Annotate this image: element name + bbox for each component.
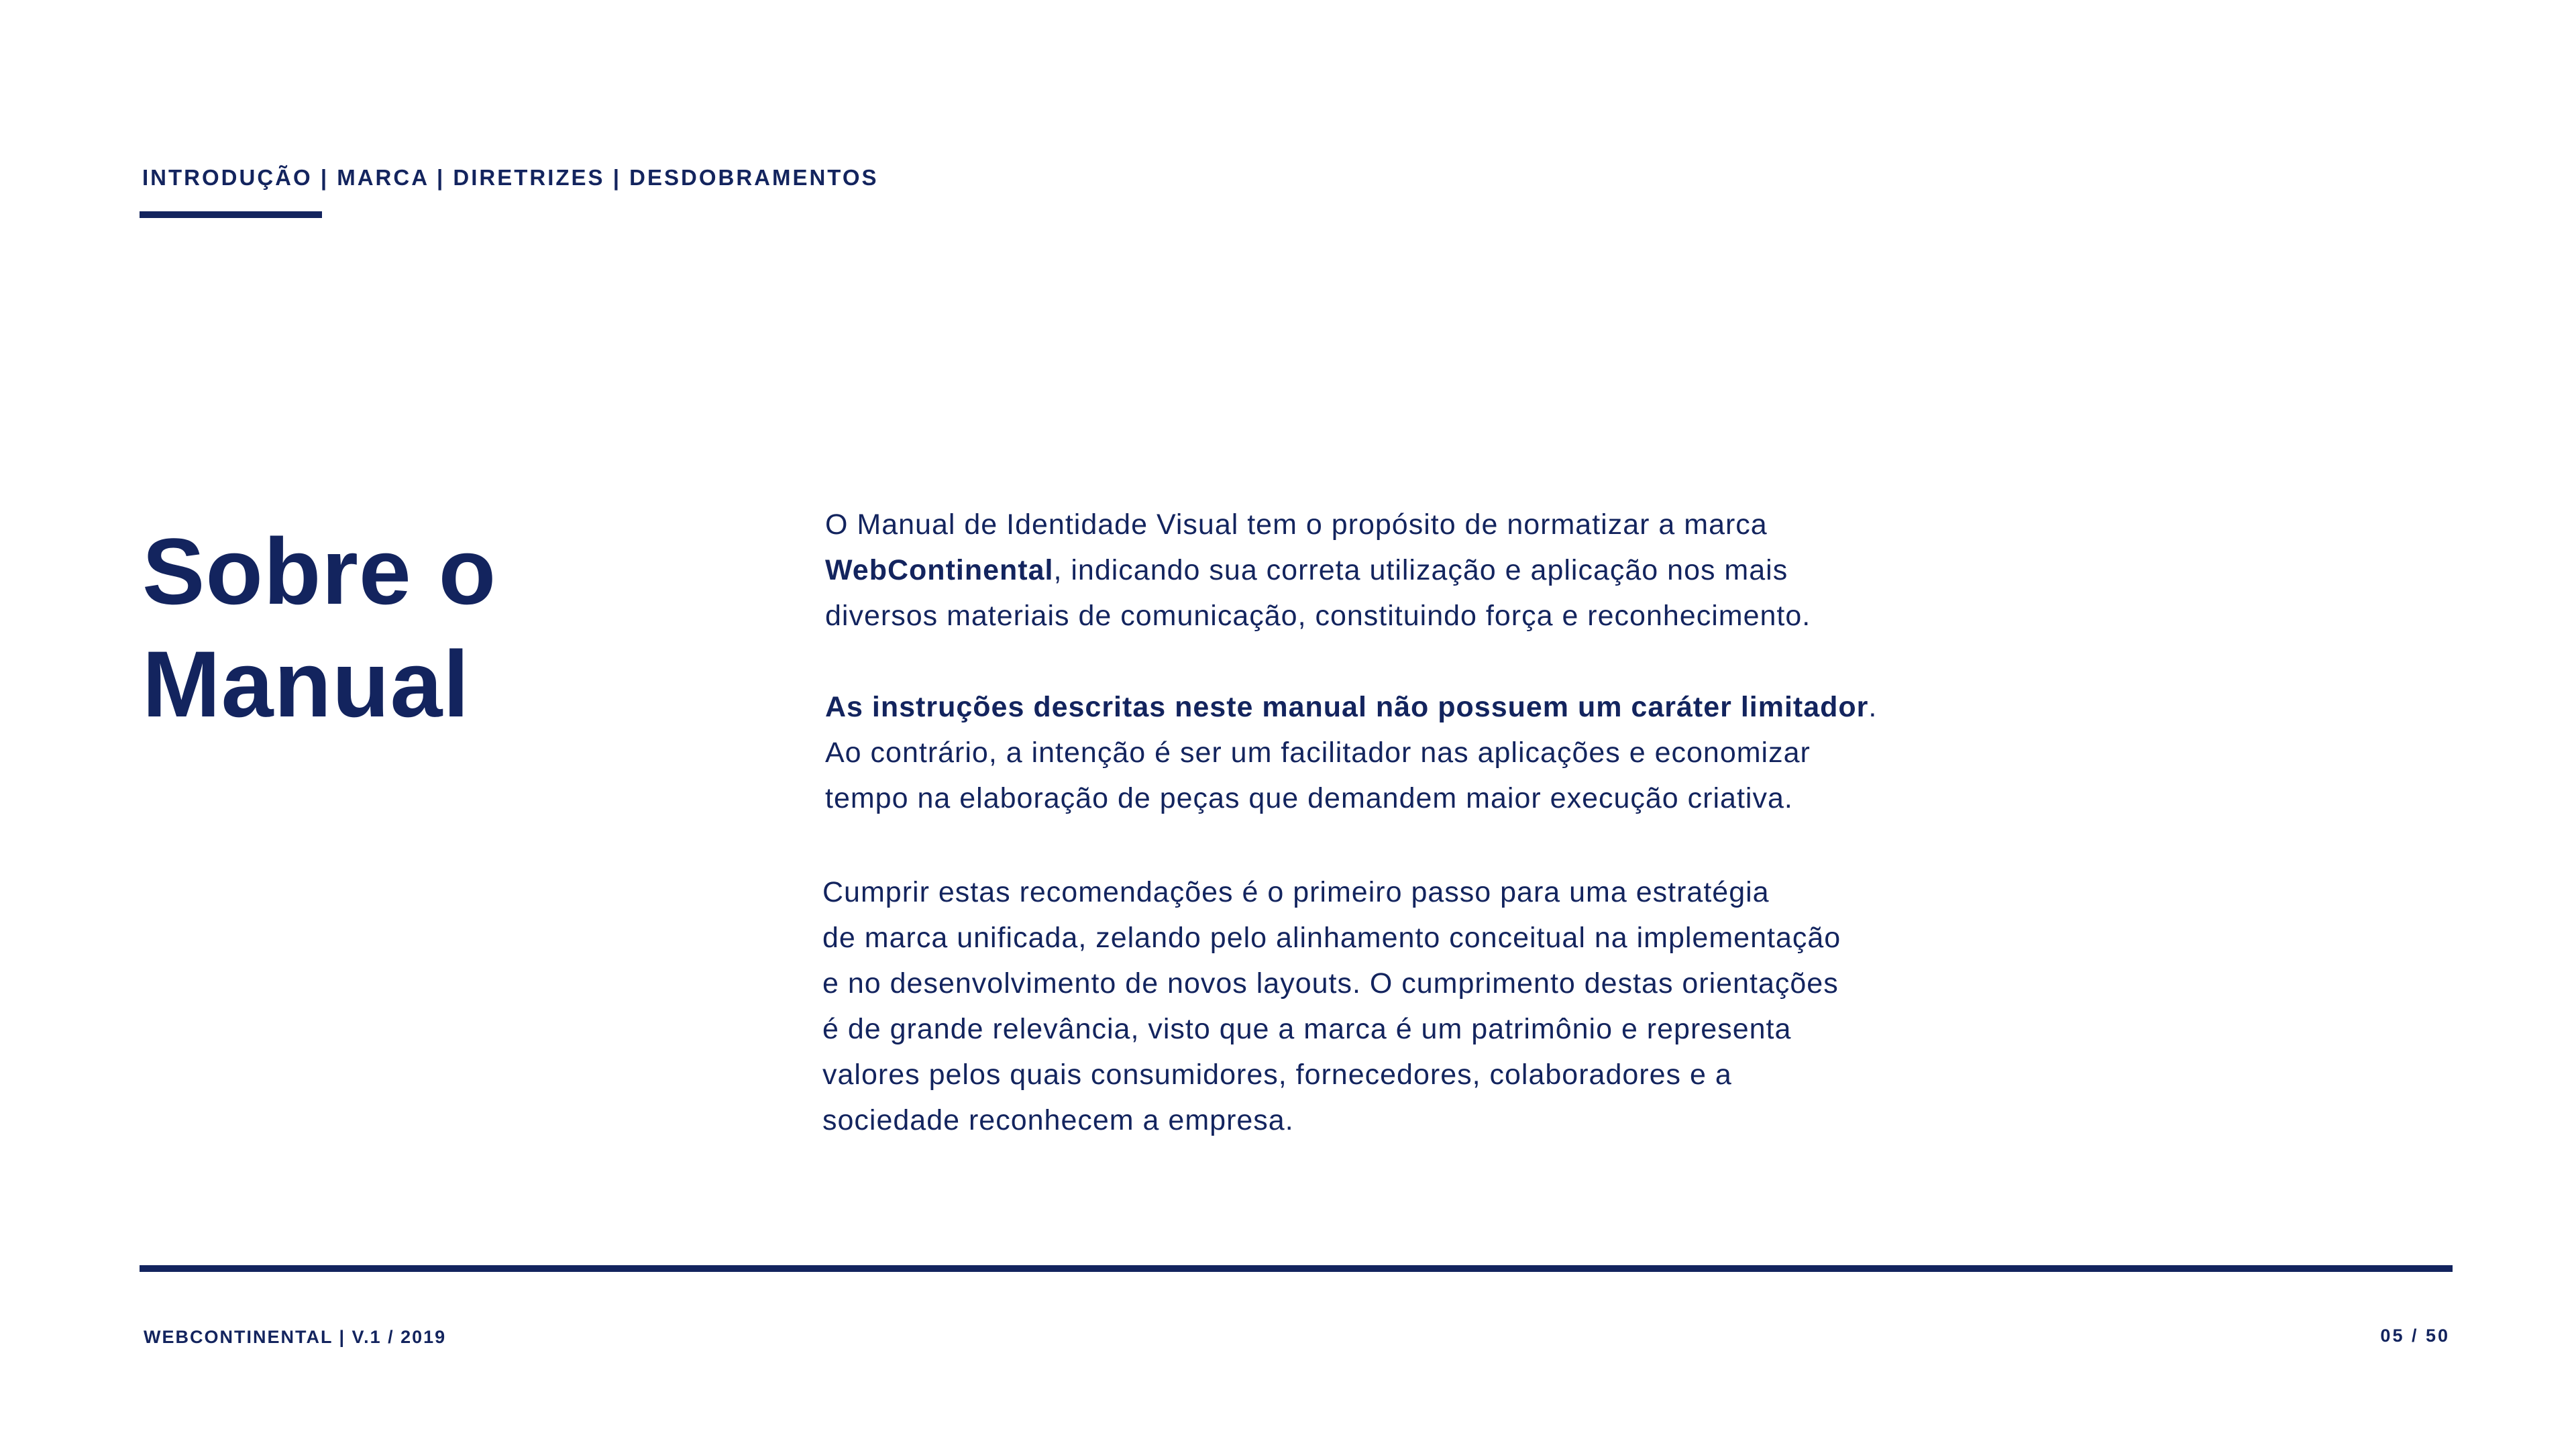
recommendations-line: de marca unificada, zelando pelo alinhamento conceitual na implementação [822,922,1841,954]
footer-divider [140,1265,2453,1272]
instructions-period: . [1868,691,1878,723]
intro-paragraph [825,502,1811,639]
recommendations-line: Cumprir estas recomendações é o primeiro passo para uma estratégia [822,876,1770,908]
instructions-paragraph [825,684,1877,821]
instructions-paragraph-line-3: tempo na elaboração de peças que demandem maior execução criativa. [825,782,1793,814]
intro-paragraph-line-2-rest: , indicando sua correta utilização e aplicação nos mais [1053,554,1788,586]
footer-brand-version: WEBCONTINENTAL | V.1 / 2019 [144,1327,447,1347]
page-title-line-2: Manual [142,631,470,737]
page-title [142,515,496,741]
instructions-emphasis: As instruções descritas neste manual não possuem um caráter limitador [825,691,1869,723]
recommendations-line: e no desenvolvimento de novos layouts. O cumprimento destas orientações [822,967,1839,1000]
intro-paragraph-line-2 [825,547,1811,593]
recommendations-line: é de grande relevância, visto que a marca é um patrimônio e representa [822,1013,1792,1045]
breadcrumb-underline [140,211,322,218]
recommendations-paragraph [822,869,1841,1143]
brand-name: WebContinental [825,554,1054,586]
intro-paragraph-line-1: O Manual de Identidade Visual tem o propósito de normatizar a marca [825,508,1768,541]
instructions-paragraph-line-2: Ao contrário, a intenção é ser um facilitador nas aplicações e economizar [825,737,1811,769]
recommendations-line: sociedade reconhecem a empresa. [822,1104,1294,1136]
instructions-paragraph-line-1 [825,684,1877,730]
recommendations-line: valores pelos quais consumidores, fornecedores, colaboradores e a [822,1059,1732,1091]
intro-paragraph-line-3: diversos materiais de comunicação, constituindo força e reconhecimento. [825,600,1811,632]
page-number: 05 / 50 [2380,1326,2450,1346]
breadcrumb: INTRODUÇÃO | MARCA | DIRETRIZES | DESDOBRAMENTOS [142,165,879,190]
page-title-line-1: Sobre o [142,519,497,624]
